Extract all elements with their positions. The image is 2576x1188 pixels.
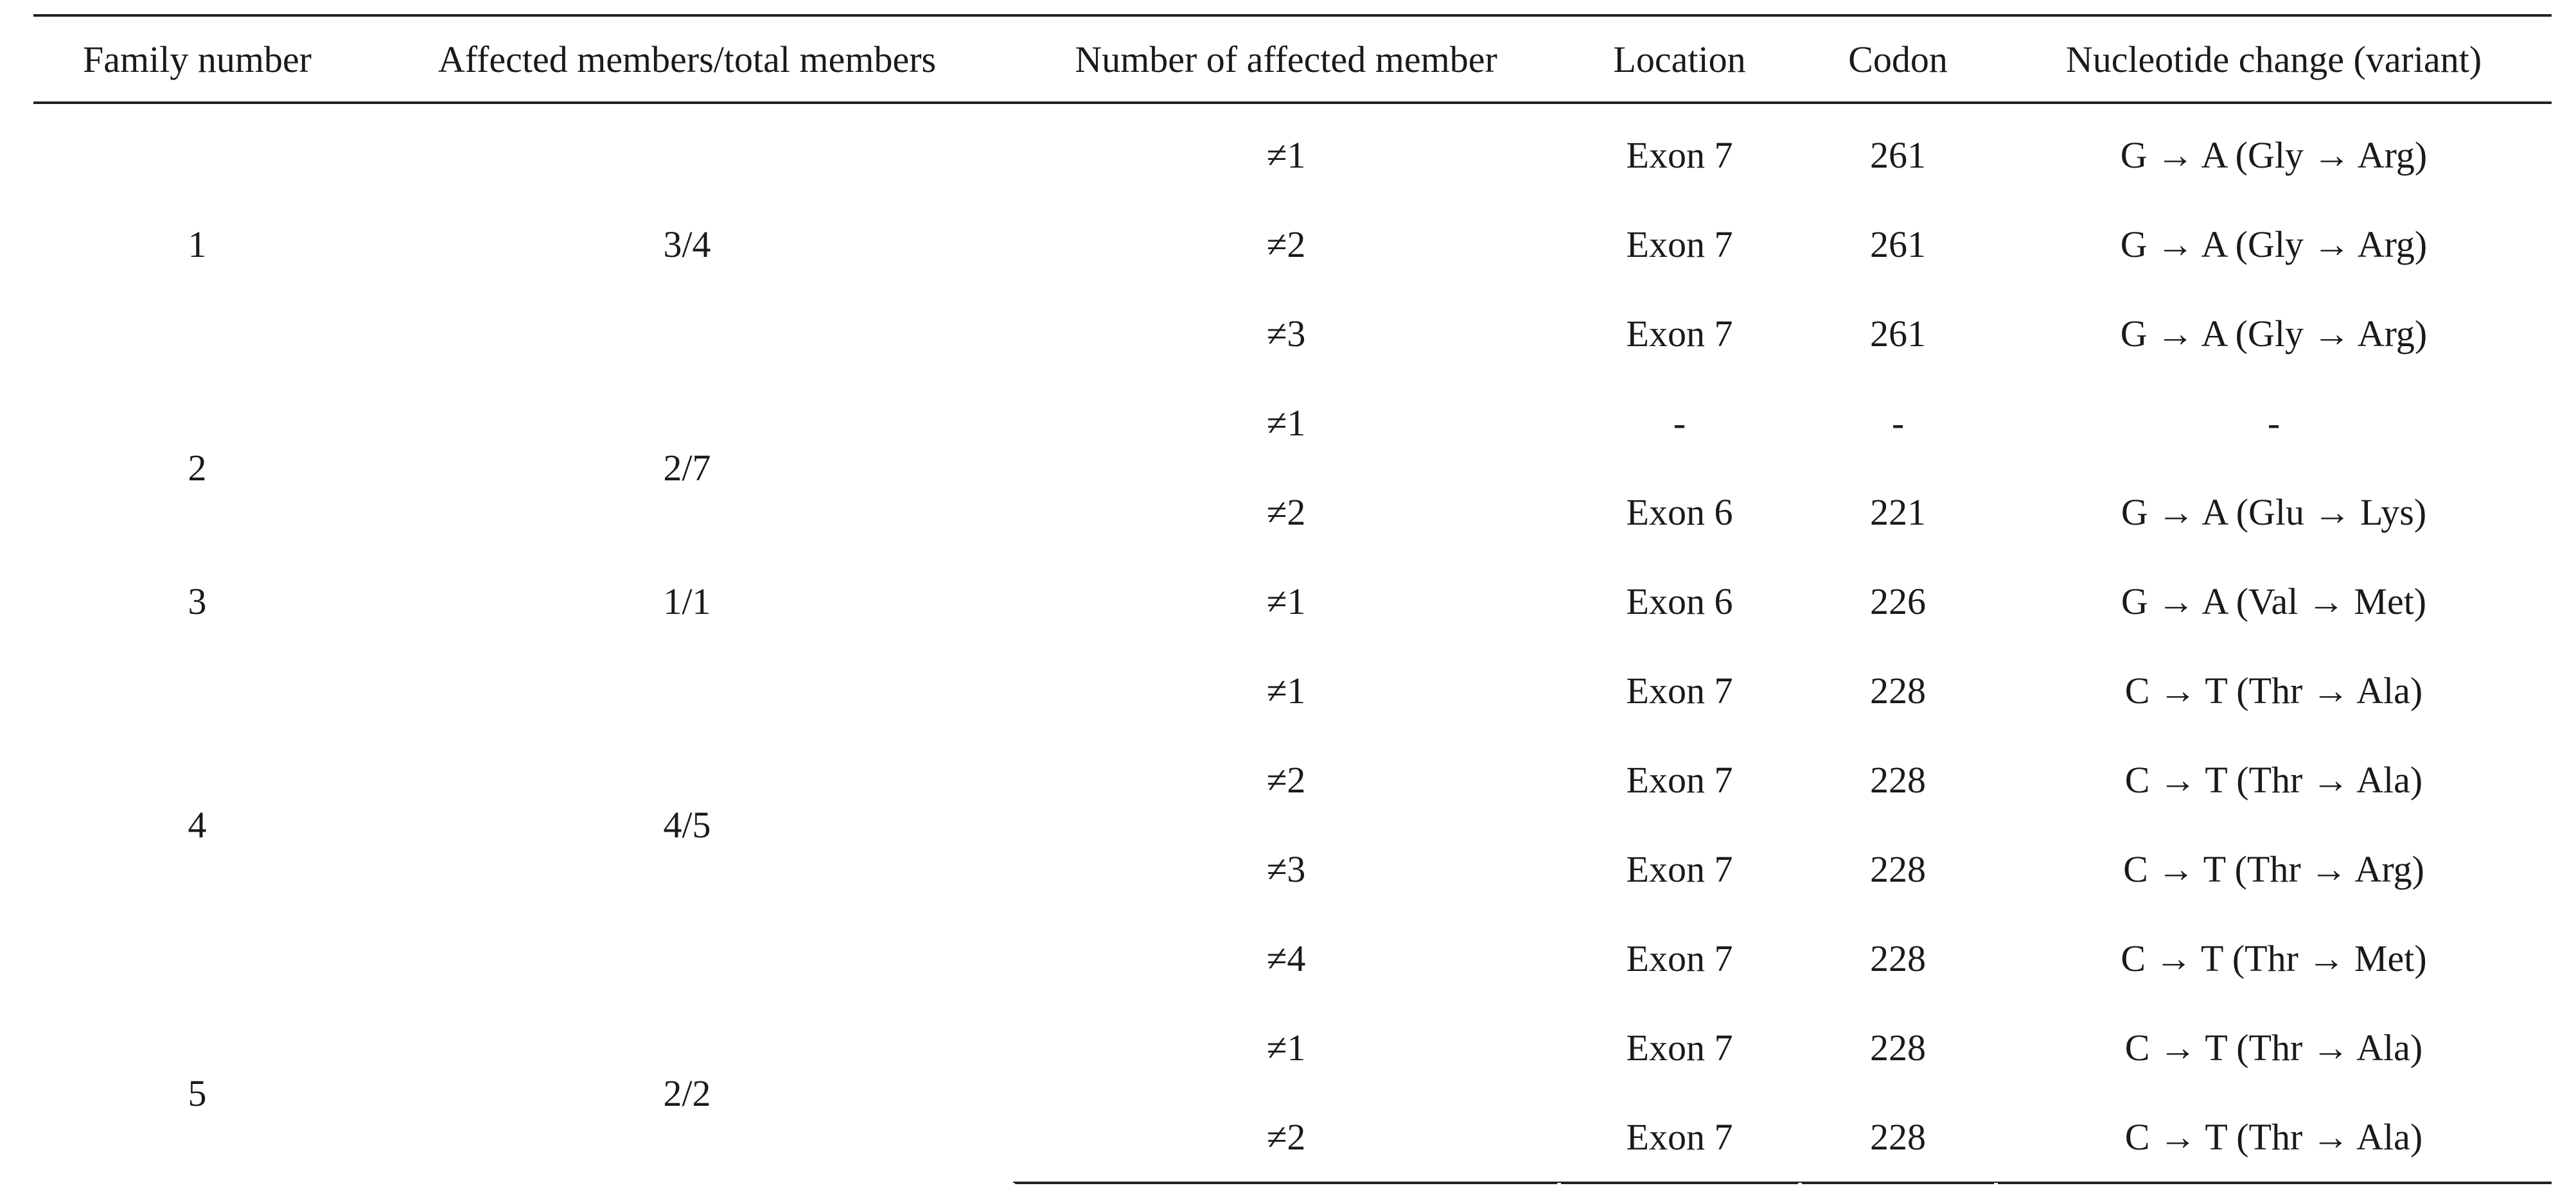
cell-family-number: 5	[188, 1072, 207, 1114]
header-location: Location	[1613, 38, 1746, 80]
cell-codon: 228	[1870, 938, 1926, 979]
cell-member-number: ≠3	[1266, 313, 1306, 354]
cell-member-number: ≠2	[1266, 491, 1306, 533]
cell-codon: 226	[1870, 581, 1926, 622]
cell-codon: 228	[1870, 1027, 1926, 1069]
cell-nucleotide-change: C → T (Thr → Ala)	[1996, 1092, 2552, 1183]
header-member-number: Number of affected member	[1075, 38, 1497, 80]
cell-affected-total: 2/2	[663, 1072, 711, 1114]
cell-codon: 221	[1870, 491, 1926, 533]
cell-member-number: ≠1	[1266, 134, 1306, 176]
cell-nucleotide-change: G → A (Gly → Arg)	[2120, 223, 2428, 265]
cell-affected-total: 4/5	[663, 803, 711, 846]
table-row	[33, 1003, 2552, 1092]
cell-member-number: ≠4	[1266, 938, 1306, 979]
cell-codon: 228	[1800, 1092, 1996, 1183]
header-affected-total: Affected members/total members	[437, 38, 937, 80]
mutation-table	[33, 14, 2552, 1184]
cell-nucleotide-change: G → A (Gly → Arg)	[2120, 134, 2428, 176]
table-row	[33, 378, 2552, 467]
cell-codon: 261	[1870, 223, 1926, 265]
cell-location: Exon 7	[1626, 938, 1733, 979]
cell-affected-total: 2/7	[663, 446, 711, 489]
cell-location: Exon 6	[1626, 581, 1733, 622]
cell-member-number: ≠2	[1266, 223, 1306, 265]
cell-location: Exon 7	[1626, 134, 1733, 176]
cell-member-number: ≠1	[1266, 670, 1306, 712]
cell-nucleotide-change: G → A (Glu → Lys)	[2121, 491, 2427, 533]
cell-location: Exon 6	[1626, 491, 1733, 533]
table-row	[33, 103, 2552, 200]
cell-nucleotide-change: C → T (Thr → Met)	[2121, 938, 2427, 979]
cell-member-number: ≠2	[1013, 1092, 1559, 1183]
cell-codon: 261	[1870, 134, 1926, 176]
cell-location: Exon 7	[1626, 313, 1733, 354]
cell-codon: 261	[1870, 313, 1926, 354]
cell-member-number: ≠1	[1266, 402, 1306, 444]
header-row	[33, 15, 2552, 103]
cell-location: -	[1673, 402, 1686, 444]
cell-family-number: 4	[188, 803, 207, 846]
header-nucleotide-change: Nucleotide change (variant)	[2065, 38, 2482, 80]
cell-location: Exon 7	[1626, 670, 1733, 712]
cell-nucleotide-change: G → A (Gly → Arg)	[2120, 313, 2428, 354]
cell-nucleotide-change: G → A (Val → Met)	[2121, 581, 2427, 622]
cell-member-number: ≠1	[1266, 1027, 1306, 1069]
cell-affected-total: 3/4	[663, 223, 711, 265]
cell-member-number: ≠2	[1266, 759, 1306, 801]
cell-location: Exon 7	[1626, 759, 1733, 801]
cell-codon: 228	[1870, 848, 1926, 890]
cell-nucleotide-change: C → T (Thr → Arg)	[2123, 848, 2424, 890]
cell-location: Exon 7	[1626, 1027, 1733, 1069]
cell-codon: 228	[1870, 759, 1926, 801]
cell-family-number: 1	[188, 223, 207, 265]
mutation-table-container	[33, 14, 2552, 1184]
cell-codon: 228	[1870, 670, 1926, 712]
table-row	[33, 557, 2552, 646]
cell-member-number: ≠1	[1266, 581, 1306, 622]
cell-member-number: ≠3	[1266, 848, 1306, 890]
table-row	[33, 646, 2552, 735]
cell-location: Exon 7	[1559, 1092, 1800, 1183]
cell-nucleotide-change: C → T (Thr → Ala)	[2124, 759, 2423, 801]
cell-nucleotide-change: C → T (Thr → Ala)	[2124, 1027, 2423, 1069]
cell-nucleotide-change: C → T (Thr → Ala)	[2124, 670, 2423, 712]
cell-nucleotide-change: -	[2267, 402, 2280, 444]
cell-location: Exon 7	[1626, 223, 1733, 265]
table-body	[33, 103, 2552, 1183]
cell-family-number: 3	[188, 581, 207, 622]
cell-location: Exon 7	[1626, 848, 1733, 890]
header-family-number: Family number	[82, 38, 312, 80]
cell-codon: -	[1891, 402, 1905, 444]
cell-family-number: 2	[188, 446, 207, 489]
header-codon: Codon	[1848, 38, 1948, 80]
cell-affected-total: 1/1	[663, 581, 711, 622]
